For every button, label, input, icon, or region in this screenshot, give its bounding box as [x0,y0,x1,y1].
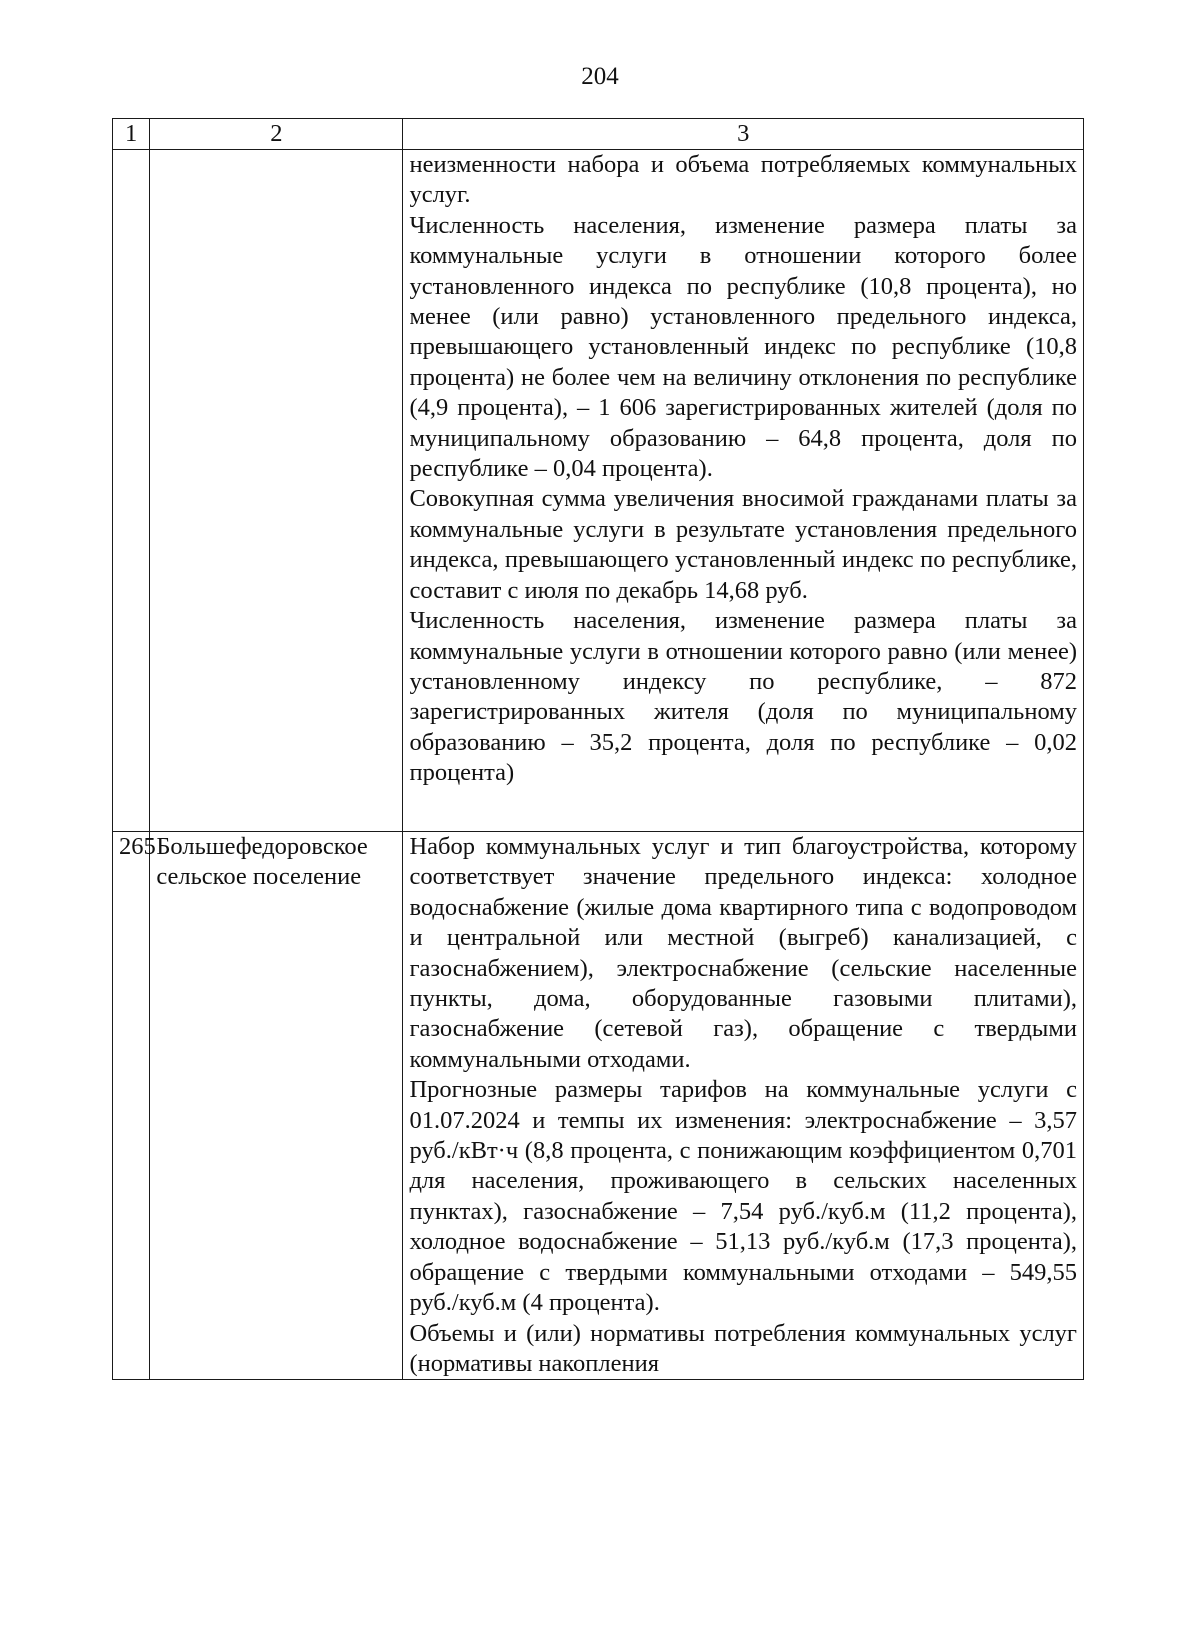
page-number: 204 [581,63,619,90]
column-header-3: 3 [403,119,1084,150]
table-header-row [113,119,1084,150]
description-cell [403,150,1084,832]
table-row [113,832,1084,1380]
description-paragraph: Совокупная сумма увеличения вносимой гражданами платы за коммунальные услуги в результате установления предельного индекса, превышающего установленный индекс по республике, составит с июля по декабрь 14,68 руб. [409,485,1077,604]
description-paragraph: Численность населения, изменение размера платы за коммунальные услуги в отношении которого более установленного индекса по республике (10,8 процента), но менее (или равно) установленного предельного индекса, превышающего установленный индекс по республике (10,8 процента) не более чем на величину отклонения по республике (4,9 процента), – 1 606 зарегистрированных жителей (доля по муниципальному образованию – 64,8 процента, доля по республике – 0,04 процента). [409,211,1077,483]
description-cell [403,832,1084,1380]
row-number [113,150,150,832]
column-header-2: 2 [150,119,403,150]
description-paragraph: Объемы и (или) нормативы потребления коммунальных услуг (нормативы накопления [409,1319,1077,1377]
column-header-1: 1 [113,119,150,150]
description-paragraph: Набор коммунальных услуг и тип благоустройства, которому соответствует значение предельного индекса: холодное водоснабжение (жилые дома квартирного типа с водопроводом и центральной или местной (выгреб) канализацией, с газоснабжением), электроснабжение (сельские населенные пункты, дома, оборудованные газовыми плитами), газоснабжение (сетевой газ), обращение с твердыми коммунальными отходами. [409,833,1077,1073]
table-row [113,150,1084,832]
description-paragraph: неизменности набора и объема потребляемых коммунальных услуг. [409,151,1077,209]
row-number: 265 [113,832,150,1380]
description-paragraph: Прогнозные размеры тарифов на коммунальные услуги с 01.07.2024 и темпы их изменения: электроснабжение – 3,57 руб./кВт·ч (8,8 процента, с понижающим коэффициентом 0,701 для населения, проживающего в сельских населенных пунктах), газоснабжение – 7,54 руб./куб.м (11,2 процента), холодное водоснабжение – 51,13 руб./куб.м (17,3 процента), обращение с твердыми коммунальными отходами – 549,55 руб./куб.м (4 процента). [409,1076,1077,1317]
description-paragraph: Численность населения, изменение размера платы за коммунальные услуги в отношении которого равно (или менее) установленному индексу по республике, – 872 зарегистрированных жителя (доля по муниципальному образованию – 35,2 процента, доля по республике – 0,02 процента) [409,607,1077,787]
data-table [112,118,1084,1380]
municipality-name: Большефедоровское сельское поселение [150,832,403,1380]
municipality-name [150,150,403,832]
